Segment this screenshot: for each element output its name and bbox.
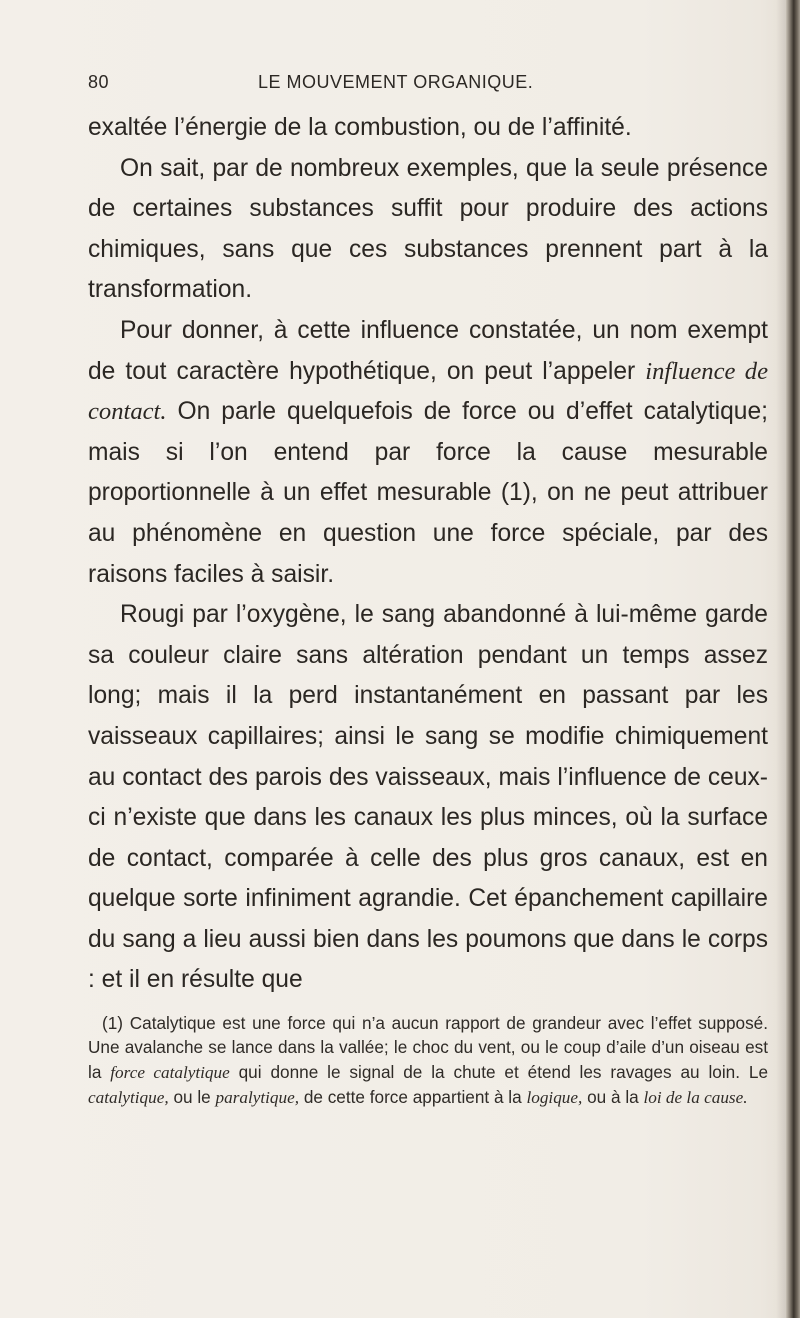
page-number: 80 bbox=[88, 72, 110, 92]
footnote-italic: paralytique, bbox=[215, 1088, 300, 1108]
footnote-italic: logique, bbox=[526, 1088, 583, 1108]
footnote-italic: loi de la cause. bbox=[643, 1088, 748, 1108]
paragraph-substances: On sait, par de nombreux exemples, que la seule présence de certaines substances suffit pour produire des actions chimiques, sans que ces substances prennent part à la transformation. bbox=[88, 154, 768, 304]
book-binding-edge bbox=[786, 0, 800, 1318]
footnote-text: qui donne le signal de la chute et étend les ravages au loin. Le bbox=[229, 1061, 768, 1082]
paragraph-text: On parle quelquefois de force ou d’effet catalytique; mais si l’on entend par force la cause mesurable proportionnelle à un effet mesurable (1), on ne peut attribuer au phénomène en question une force spéciale, par des raisons faciles à saisir. bbox=[88, 398, 768, 588]
paragraph-continuation: exaltée l’énergie de la combustion, ou de l’affinité. bbox=[88, 114, 632, 141]
footnote-text: de cette force appartient à la bbox=[299, 1087, 527, 1108]
paragraph-blood-oxygen: Rougi par l’oxygène, le sang abandonné à lui-même garde sa couleur claire sans altération pendant un temps assez long; mais il la perd instantanément en passant par les vaisseaux capillaires; ainsi le sang se modifie chimiquement au contact des parois des vaisseaux, mais l’influence de ceux-ci n’existe que dans les canaux les plus minces, où la surface de contact, comparée à celle des plus gros canaux, est en quelque sorte infiniment agrandie. Cet épanchement capillaire du sang a lieu aussi bien dans les poumons que dans le corps : et il en résulte que bbox=[88, 601, 768, 994]
footnote-italic: catalytique, bbox=[88, 1088, 169, 1108]
footnote-text: ou le bbox=[168, 1087, 216, 1108]
paragraph-contact-influence bbox=[88, 311, 768, 595]
footnote-text: (1) Catalytique est une force qui n’a aucun rapport de grandeur avec l’effet supposé. Une avalanche se lance dans la vallée; le choc du vent, ou le coup d’aile d’un oiseau est la bbox=[88, 1013, 768, 1082]
italic-term: influence de contact. bbox=[88, 357, 769, 426]
body-text bbox=[88, 108, 768, 1001]
footnote-text: ou à la bbox=[582, 1087, 644, 1108]
running-title: LE MOUVEMENT ORGANIQUE. bbox=[258, 72, 534, 92]
paragraph-text: Pour donner, à cette influence constatée, un nom exempt de tout caractère hypothétique, on peut l’appeler bbox=[88, 316, 768, 385]
binding-shadow bbox=[776, 0, 786, 1318]
footnote bbox=[88, 1011, 768, 1111]
footnote-italic: force catalytique bbox=[110, 1062, 230, 1082]
page-header bbox=[88, 72, 768, 102]
